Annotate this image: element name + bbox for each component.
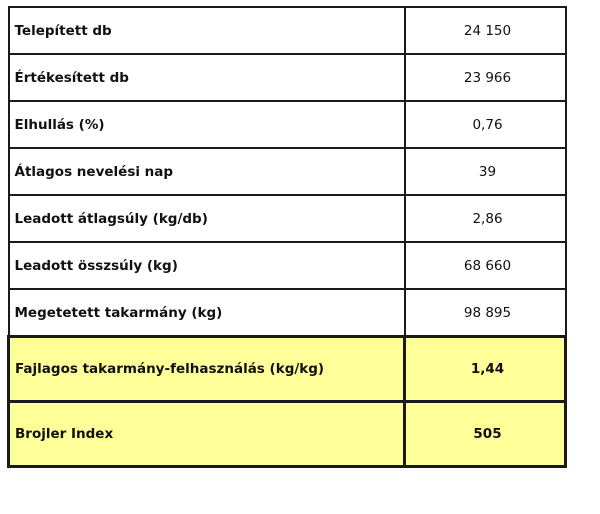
table-row-feed-conversion: [9, 337, 566, 402]
table-row-sold: [9, 54, 566, 101]
table-row-avg-weight: [9, 195, 566, 242]
row-label: Leadott átlagsúly (kg/db): [9, 195, 405, 242]
row-value: 68 660: [405, 242, 566, 289]
table-row-feed-consumed: [9, 289, 566, 337]
row-value: 2,86: [405, 195, 566, 242]
row-value: 0,76: [405, 101, 566, 148]
row-label: Leadott összsúly (kg): [9, 242, 405, 289]
table-row-installed: [9, 7, 566, 54]
row-label: Értékesített db: [9, 54, 405, 101]
row-label: Telepített db: [9, 7, 405, 54]
row-value: 39: [405, 148, 566, 195]
row-value: 1,44: [405, 337, 566, 402]
broiler-stats-table: [7, 6, 567, 468]
row-value: 505: [405, 402, 566, 467]
row-label: Megetetett takarmány (kg): [9, 289, 405, 337]
row-label: Fajlagos takarmány-felhasználás (kg/kg): [9, 337, 405, 402]
table-row-total-weight: [9, 242, 566, 289]
table-row-broiler-index: [9, 402, 566, 467]
row-label: Átlagos nevelési nap: [9, 148, 405, 195]
table-row-rearing-days: [9, 148, 566, 195]
row-value: 98 895: [405, 289, 566, 337]
row-value: 24 150: [405, 7, 566, 54]
table-row-mortality: [9, 101, 566, 148]
row-label: Elhullás (%): [9, 101, 405, 148]
row-label: Brojler Index: [9, 402, 405, 467]
row-value: 23 966: [405, 54, 566, 101]
